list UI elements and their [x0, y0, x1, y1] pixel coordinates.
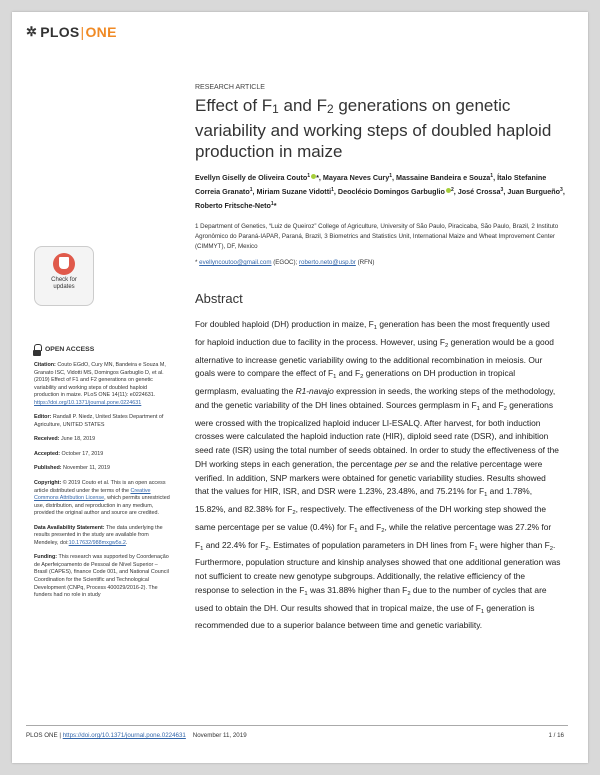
citation-text: Couto EGdO, Cury MN, Bandeira e Souza M, Granato ISC, Vidotti MS, Domingos Garbuglio D, et al. (2019) Effect of F1 and F2 generations on genetic variability and working steps of doubled haploid production in maize. PLoS ONE 14(11): e0224631.: [34, 362, 166, 399]
received-label: Received:: [34, 436, 60, 443]
citation-doi-link[interactable]: https://doi.org/10.1371/journal.pone.0224631: [34, 399, 142, 406]
footer-divider: [26, 725, 568, 726]
data-end: .: [125, 539, 128, 546]
title-part: Effect of F: [195, 96, 273, 115]
funding-label: Funding:: [34, 554, 58, 561]
badge-line1: Check for: [51, 277, 77, 283]
funding-block: [34, 554, 170, 599]
plos-one-logo[interactable]: [26, 24, 117, 40]
title-part: and F: [278, 96, 327, 115]
author-affil: 1: [270, 201, 274, 207]
accepted-text: October 17, 2019: [60, 450, 104, 457]
logo-plos-text: PLOS: [40, 24, 80, 40]
author-affil: 1: [331, 187, 334, 193]
correspondence: [195, 259, 565, 266]
published-label: Published:: [34, 465, 62, 472]
author-affil: 1: [389, 173, 393, 179]
author-affil: 3: [500, 187, 504, 193]
corr-who-1: (EGOC);: [271, 259, 299, 266]
published-block: [34, 465, 170, 473]
corr-who-2: (RFN): [355, 259, 375, 266]
copyright-text: © 2019 Couto et al. This is an open access article distributed under the terms of the: [34, 480, 166, 494]
lock-icon: [34, 344, 42, 351]
plos-logo-icon: ✲: [26, 24, 38, 39]
logo-separator: |: [80, 24, 85, 40]
funding-text: This research was supported by Coordenação de Aperfeiçoamento de Pessoal de Nível Superior – Brasil (CAPES), finance Code 001, and National Council Coordination for the Scientific and Technological Development (CNPq, Process 400029/2016-2). The funders had no role in study: [34, 554, 169, 599]
open-access-text: OPEN ACCESS: [45, 346, 95, 353]
corr-marker: *: [195, 259, 198, 266]
author-mark: *: [316, 173, 319, 182]
author-affil: 1: [249, 187, 253, 193]
data-availability-text: The data underlying the results presented in the study are available from Mendeley, doi:: [34, 524, 163, 546]
author-affil: 1: [490, 173, 494, 179]
author-name[interactable]: Massaine Bandeira e Souza: [396, 173, 491, 182]
copyright-text-end: , which permits unrestricted use, distribution, and reproduction in any medium, provided the original author and source are credited.: [34, 495, 170, 517]
title-part: generations on genetic variability and working steps of doubled haploid production in maize: [195, 96, 552, 161]
article-type: RESEARCH ARTICLE: [195, 84, 265, 91]
badge-line2: updates: [53, 284, 75, 290]
author-name[interactable]: José Crossa: [457, 187, 501, 196]
logo-one-text: ONE: [85, 24, 117, 40]
received-block: [34, 436, 170, 444]
data-availability-label: Data Availability Statement:: [34, 524, 105, 531]
author-affil: 1: [307, 173, 311, 179]
email-link-1[interactable]: evellyncoutoo@gmail.com: [199, 259, 272, 266]
author-mark: *: [273, 201, 277, 210]
author-name[interactable]: Ítalo Stefanine Correia Granato: [195, 173, 547, 196]
editor-text: Randall P. Niedz, United States Department of Agriculture, UNITED STATES: [34, 414, 164, 428]
author-name[interactable]: Deoclécio Domingos Garbuglio: [337, 187, 445, 196]
email-link-2[interactable]: roberto.neto@usp.br: [298, 259, 356, 266]
accepted-block: [34, 451, 170, 459]
footer-sep: |: [57, 732, 63, 739]
editor-block: [34, 414, 170, 429]
author-name[interactable]: Mayara Neves Cury: [322, 173, 390, 182]
author-affil: 2: [450, 187, 454, 193]
received-text: June 18, 2019: [59, 436, 96, 443]
data-doi-link[interactable]: 10.17632/988mxgw5s.2: [68, 539, 126, 546]
article-title: [195, 95, 555, 162]
author-name[interactable]: Roberto Fritsche-Neto: [195, 201, 271, 210]
editor-label: Editor:: [34, 414, 52, 421]
citation-block: [34, 362, 170, 407]
author-affil: 3: [560, 187, 563, 193]
author-name[interactable]: Juan Burgueño: [507, 187, 561, 196]
copyright-label: Copyright:: [34, 480, 62, 487]
author-list: Evellyn Giselly de Oliveira Couto$^1$ *, Mayara Neves Cury$^1$, Massaine Bandeira e Souza$^1$, Ítalo Stefanine Correia Granato$^1$, Miriam Suzane Vidotti$^1$, Deoclécio Domingos Garbuglio $^2$, José Crossa$^3$, Juan Burgueño$^3$, Roberto Fritsche-Neto$^1$*: [195, 173, 565, 210]
page-footer: [26, 732, 247, 739]
footer-date: November 11, 2019: [192, 732, 247, 739]
affiliations: 1 Department of Genetics, “Luiz de Queiroz” College of Agriculture, University of São Paulo, Piracicaba, São Paulo, Brazil, 2 Instituto Agronômico do Paraná-IAPAR, Paraná, Brazil, 3 Biometrics and Statistics Unit, International Maize and Wheat Improvement Center (CIMMYT), DF, Mexico: [195, 223, 559, 250]
published-text: November 11, 2019: [61, 465, 111, 472]
check-for-updates-badge[interactable]: [34, 246, 94, 306]
license-link[interactable]: Creative Commons Attribution License: [34, 487, 151, 502]
open-access-label: [34, 346, 94, 353]
footer-doi-link[interactable]: https://doi.org/10.1371/journal.pone.0224631: [62, 732, 186, 739]
author-name[interactable]: Evellyn Giselly de Oliveira Couto: [195, 173, 308, 182]
accepted-label: Accepted:: [34, 450, 61, 457]
article-info-sidebar: [34, 362, 170, 607]
page-number: 1 / 16: [548, 732, 564, 739]
data-availability-block: [34, 525, 170, 548]
author-name[interactable]: Miriam Suzane Vidotti: [256, 187, 332, 196]
bookmark-icon: [53, 253, 75, 275]
footer-journal: PLOS ONE: [26, 732, 58, 739]
citation-label: Citation:: [34, 362, 56, 368]
abstract-heading: Abstract: [195, 291, 243, 306]
title-sub: 2: [327, 102, 334, 116]
title-sub: 1: [272, 102, 279, 116]
abstract-body: For doubled haploid (DH) production in maize, $F_1$ generation has been the most frequently used for haploid induction due to facility in the process. However, using $F_2$ generation would be a good alternative to increase genetic variability owing to the additional recombination in meiosis. Our goals were to compare the effect of $F_1$ and $F_2$ generations on DH production in tropical germplasm, evaluating the R1-navajo expression in seeds, the working steps of the methodology, and the genetic variability of the DH lines obtained. Sources germplasm in $F_1$ and $F_2$ generations were crossed with the tropicalized haploid inducer LI-ESALQ. After harvest, for both induction crosses were calculated the haploid induction rate (HIR), diploid seed rate (DSR), and inhibition seed rate (ISR) using the total number of seeds obtained. In order to study the effectiveness of the DH working steps in each generation, the percentage per se and the relative percentage were verified. In addition, SNP markers were obtained for genetic variability studies. Results showed that the values for HIR, ISR, and DSR were 1.23%, 23.48%, and 75.21% for $F_1$ and 1.78%, 15.82%, and 82.38% for $F_2$, respectively. The effectiveness of the DH working step showed the same percentage per se value (0.4%) for $F_1$ and $F_2$, while the relative percentage was 27.2% for $F_1$ and 22.4% for $F_2$. Estimates of population parameters in DH lines from $F_1$ were higher than $F_2$. Furthermore, population structure and kinship analyses showed that one additional generation was not sufficient to create new genotype subgroups. Additionally, the relative efficiency of the response to selection in the $F_1$ was 31.88% higher than $F_2$ due to the number of cycles that are used to obtain the DH. Our results showed that in tropical maize, the use of $F_1$ generation is recommended due to a superior balance between time and genetic variability.: [195, 319, 561, 631]
copyright-block: [34, 480, 170, 518]
